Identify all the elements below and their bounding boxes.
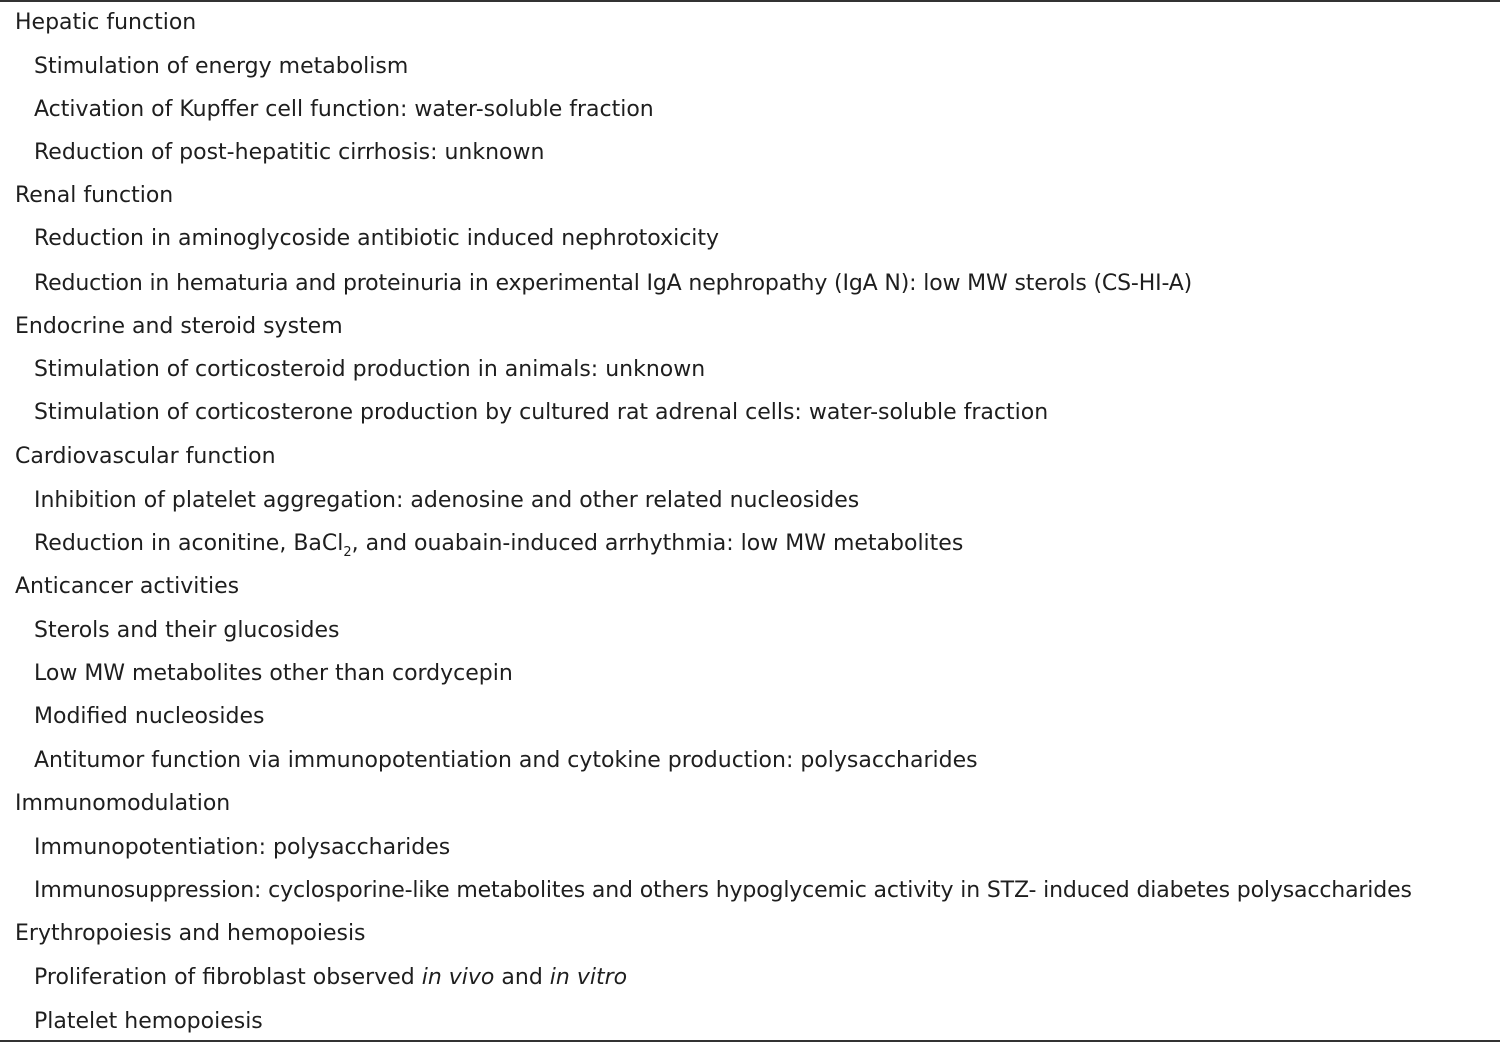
- section-heading-cardiovascular: Cardiovascular function: [15, 444, 276, 469]
- list-item: Stimulation of energy metabolism: [34, 54, 409, 79]
- list-item: Reduction of post-hepatitic cirrhosis: unknown: [34, 140, 545, 165]
- section-heading-erythropoiesis: Erythropoiesis and hemopoiesis: [15, 921, 366, 946]
- list-item: Antitumor function via immunopotentiation and cytokine production: polysaccharides: [34, 748, 978, 773]
- list-item: Reduction in aminoglycoside antibiotic induced nephrotoxicity: [34, 226, 720, 251]
- item-text-part: Reduction in aconitine, BaCl: [34, 531, 344, 556]
- list-item: Inhibition of platelet aggregation: adenosine and other related nucleosides: [34, 488, 860, 513]
- list-item: Low MW metabolites other than cordycepin: [34, 661, 513, 686]
- item-text-part: , and ouabain-induced arrhythmia: low MW metabolites: [351, 531, 964, 556]
- section-heading-immunomodulation: Immunomodulation: [15, 791, 231, 816]
- list-item: Sterols and their glucosides: [34, 618, 340, 643]
- section-heading-renal: Renal function: [15, 183, 174, 208]
- item-text-part: and: [494, 965, 550, 990]
- list-item: Modified nucleosides: [34, 704, 265, 729]
- list-item: Immunosuppression: cyclosporine-like metabolites and others hypoglycemic activity in STZ- induced diabetes polysaccharides: [34, 878, 1412, 903]
- section-heading-endocrine: Endocrine and steroid system: [15, 314, 343, 339]
- item-text-part: Proliferation of fibroblast observed: [34, 965, 422, 990]
- list-item: Stimulation of corticosterone production by cultured rat adrenal cells: water-soluble fraction: [34, 400, 1049, 425]
- list-item: [0, 958, 627, 998]
- list-item: [0, 524, 963, 564]
- italic-term: in vivo: [421, 965, 495, 990]
- list-item: Activation of Kupffer cell function: water-soluble fraction: [34, 97, 654, 122]
- italic-term: in vitro: [549, 965, 628, 990]
- list-item: Stimulation of corticosteroid production in animals: unknown: [34, 357, 706, 382]
- list-item: Platelet hemopoiesis: [34, 1009, 263, 1034]
- section-heading-anticancer: Anticancer activities: [15, 574, 240, 599]
- list-item: Immunopotentiation: polysaccharides: [34, 835, 451, 860]
- list-item: Reduction in hematuria and proteinuria in experimental IgA nephropathy (IgA N): low MW sterols (CS-HI-A): [34, 271, 1193, 296]
- section-heading-hepatic: Hepatic function: [15, 10, 197, 35]
- subscript-2: 2: [343, 545, 352, 560]
